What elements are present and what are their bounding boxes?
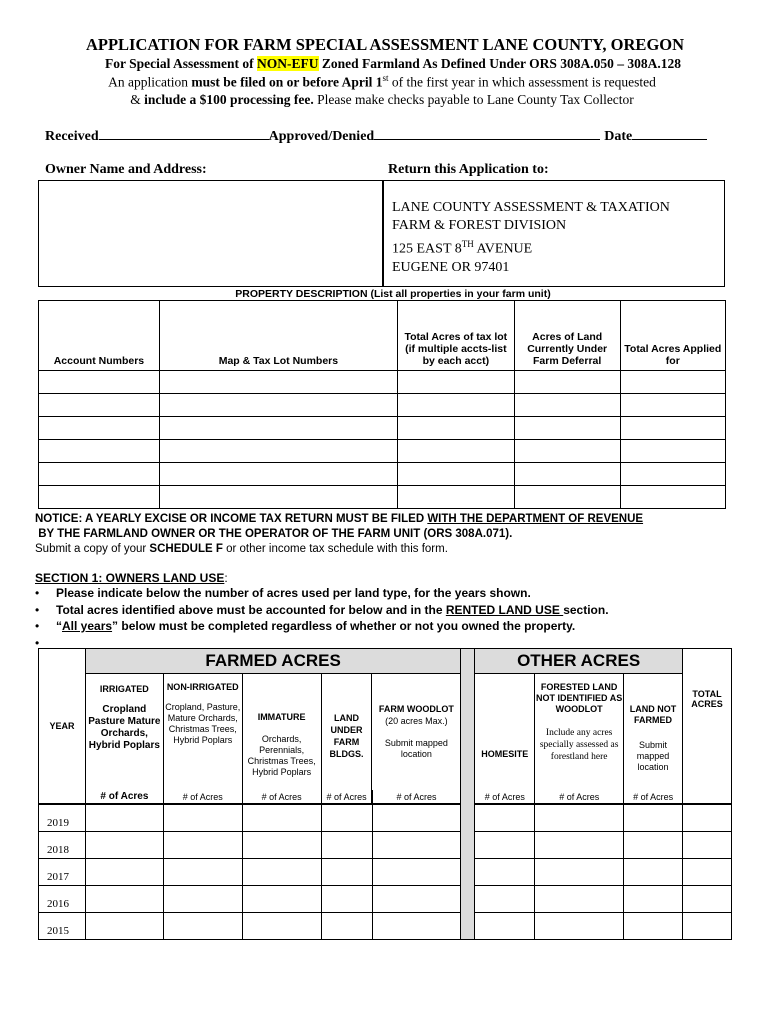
non-efu-highlight: NON-EFU [257,56,319,71]
year-cell: 2019 [39,804,86,831]
col-map-tax-lot: Map & Tax Lot Numbers [159,301,397,371]
acres-cell[interactable] [372,831,461,858]
return-address-line4: EUGENE OR 97401 [392,259,510,275]
acres-cell[interactable] [321,885,372,912]
non-irrigated-header: NON-IRRIGATED Cropland, Pasture, Mature Orchards, Christmas Trees, Hybrid Poplars [163,674,242,804]
acres-cell[interactable] [624,885,683,912]
section1-title: SECTION 1: OWNERS LAND USE: [35,571,228,585]
received-row [45,127,707,145]
section1-instructions [33,585,753,651]
account-number-cell[interactable] [39,417,160,440]
homesite-header: HOMESITE [475,674,535,804]
acres-cell[interactable] [163,804,242,831]
table-row [39,394,726,417]
year-header: YEAR [39,649,86,804]
deferral-acres-cell[interactable] [514,394,620,417]
total-acres-cell[interactable] [397,440,514,463]
acres-cell[interactable] [535,885,624,912]
acres-cell[interactable] [475,831,535,858]
acres-cell[interactable] [321,804,372,831]
map-tax-lot-cell[interactable] [159,440,397,463]
approved-field[interactable] [374,127,600,140]
return-address-line1: LANE COUNTY ASSESSMENT & TAXATION [392,200,670,215]
instruction-1: • Please indicate below the number of acres used per land type, for the years shown. [33,585,753,602]
notice-line2: BY THE FARMLAND OWNER OR THE OPERATOR OF THE FARM UNIT (ORS 308A.071). [35,528,513,540]
applied-acres-cell[interactable] [620,463,725,486]
instruction-3: • “All years” below must be completed regardless of whether or not you owned the property. [33,618,753,635]
total-acres-cell[interactable] [397,371,514,394]
map-tax-lot-cell[interactable] [159,394,397,417]
other-acres-header: OTHER ACRES [475,649,683,674]
col-total-acres-tax-lot: Total Acres of tax lot (if multiple accts-list by each acct) [397,301,514,371]
acres-cell[interactable] [163,912,242,939]
table-row [39,912,732,939]
total-acres-cell[interactable] [397,463,514,486]
processing-fee-line: & include a $100 processing fee. Please make checks payable to Lane County Tax Collector [130,92,634,107]
acres-cell[interactable] [163,885,242,912]
deferral-acres-cell[interactable] [514,440,620,463]
account-number-cell[interactable] [39,394,160,417]
return-address-box [383,180,725,287]
col-acres-farm-deferral: Acres of Land Currently Under Farm Deferral [514,301,620,371]
table-row [39,885,732,912]
land-under-bldgs-header: LAND UNDER FARM BLDGS. [321,674,372,804]
return-address-line2: FARM & FOREST DIVISION [392,218,567,233]
acres-cell[interactable] [163,858,242,885]
account-number-cell[interactable] [39,440,160,463]
col-total-acres-applied: Total Acres Applied for [620,301,725,371]
map-tax-lot-cell[interactable] [159,417,397,440]
total-acres-cell[interactable] [397,486,514,509]
return-label: Return this Application to: [388,162,549,177]
irrigated-header: IRRIGATED Cropland Pasture Mature Orchards, Hybrid Poplars [85,674,163,804]
land-not-farmed-header: LAND NOT FARMED Submit mapped location [624,674,683,804]
unit-row: # of Acres # of Acres # of Acres # of Acres # of Acres # of Acres # of Acres # of Acres [39,790,732,804]
acres-cell[interactable] [535,912,624,939]
applied-acres-cell[interactable] [620,440,725,463]
applied-acres-cell[interactable] [620,371,725,394]
acres-cell[interactable] [683,858,732,885]
table-row [39,440,726,463]
map-tax-lot-cell[interactable] [159,463,397,486]
instruction-2: • Total acres identified above must be accounted for below and in the RENTED LAND USE section. [33,602,753,619]
acres-cell[interactable] [683,885,732,912]
acres-cell[interactable] [242,804,321,831]
acres-cell[interactable] [475,912,535,939]
acres-cell[interactable] [535,831,624,858]
acres-cell[interactable] [321,831,372,858]
return-address-line3: 125 EAST 8TH AVENUE [392,239,533,257]
immature-header: IMMATURE Orchards, Perennials, Christmas Trees, Hybrid Poplars [242,674,321,804]
received-label: Received [45,129,99,144]
date-label: Date [604,129,633,144]
acres-cell[interactable] [372,885,461,912]
applied-acres-cell[interactable] [620,417,725,440]
acres-cell[interactable] [242,912,321,939]
owner-label: Owner Name and Address: [45,162,207,177]
filing-deadline-line: An application must be filed on or before April 1st of the first year in which assessment is requested [108,73,656,90]
property-description-table [38,300,726,509]
deferral-acres-cell[interactable] [514,486,620,509]
date-field[interactable] [632,127,707,140]
notice-line1: NOTICE: A YEARLY EXCISE OR INCOME TAX RETURN MUST BE FILED WITH THE DEPARTMENT OF REVENUE [35,513,644,525]
account-number-cell[interactable] [39,371,160,394]
account-number-cell[interactable] [39,463,160,486]
land-use-table [38,648,732,809]
total-acres-cell[interactable] [397,417,514,440]
acres-cell[interactable] [85,804,163,831]
acres-cell[interactable] [242,831,321,858]
table-row [39,831,732,858]
year-cell: 2018 [39,831,86,858]
applied-acres-cell[interactable] [620,394,725,417]
land-use-entries [38,790,732,940]
acres-cell[interactable] [85,831,163,858]
table-row [39,804,732,831]
deferral-acres-cell[interactable] [514,371,620,394]
acres-cell[interactable] [624,858,683,885]
table-row [39,486,726,509]
owner-address-box[interactable] [38,180,383,287]
acres-cell[interactable] [85,912,163,939]
acres-cell[interactable] [372,912,461,939]
acres-cell[interactable] [683,804,732,831]
acres-cell[interactable] [683,831,732,858]
acres-cell[interactable] [624,804,683,831]
acres-cell[interactable] [475,885,535,912]
property-description-caption: PROPERTY DESCRIPTION (List all properties in your farm unit) [235,288,551,300]
notice-line3: Submit a copy of your SCHEDULE F or other income tax schedule with this form. [35,543,448,555]
acres-cell[interactable] [683,912,732,939]
farm-woodlot-header: FARM WOODLOT (20 acres Max.) Submit mapped location [372,674,461,804]
deferral-acres-cell[interactable] [514,463,620,486]
acres-cell[interactable] [85,858,163,885]
map-tax-lot-cell[interactable] [159,371,397,394]
account-number-cell[interactable] [39,486,160,509]
acres-cell[interactable] [475,858,535,885]
acres-cell[interactable] [624,912,683,939]
acres-cell[interactable] [242,885,321,912]
approved-label: Approved/Denied [268,129,375,144]
forested-land-header: FORESTED LAND NOT IDENTIFIED AS WOODLOT Include any acres specially assessed as forestland here [535,674,624,804]
col-account-numbers: Account Numbers [39,301,160,371]
form-title: APPLICATION FOR FARM SPECIAL ASSESSMENT LANE COUNTY, OREGON [85,35,685,54]
form-subtitle: For Special Assessment of NON-EFU Zoned Farmland As Defined Under ORS 308A.050 – 308A.128 [105,56,681,71]
year-cell: 2015 [39,912,86,939]
separator-column [461,649,475,809]
table-row [39,858,732,885]
total-acres-cell[interactable] [397,394,514,417]
notice [35,512,755,557]
year-cell: 2016 [39,885,86,912]
acres-cell[interactable] [85,885,163,912]
farmed-acres-header: FARMED ACRES [85,649,460,674]
applied-acres-cell[interactable] [620,486,725,509]
table-row [39,463,726,486]
acres-cell[interactable] [535,858,624,885]
acres-cell[interactable] [624,831,683,858]
acres-cell[interactable] [372,804,461,831]
acres-cell[interactable] [321,912,372,939]
acres-cell[interactable] [242,858,321,885]
acres-cell[interactable] [535,804,624,831]
acres-cell[interactable] [321,858,372,885]
deferral-acres-cell[interactable] [514,417,620,440]
acres-cell[interactable] [372,858,461,885]
acres-cell[interactable] [163,831,242,858]
map-tax-lot-cell[interactable] [159,486,397,509]
table-row [39,417,726,440]
total-acres-header: TOTAL ACRES [682,649,731,804]
year-cell: 2017 [39,858,86,885]
acres-cell[interactable] [475,804,535,831]
table-row [39,371,726,394]
received-field[interactable] [99,127,269,140]
